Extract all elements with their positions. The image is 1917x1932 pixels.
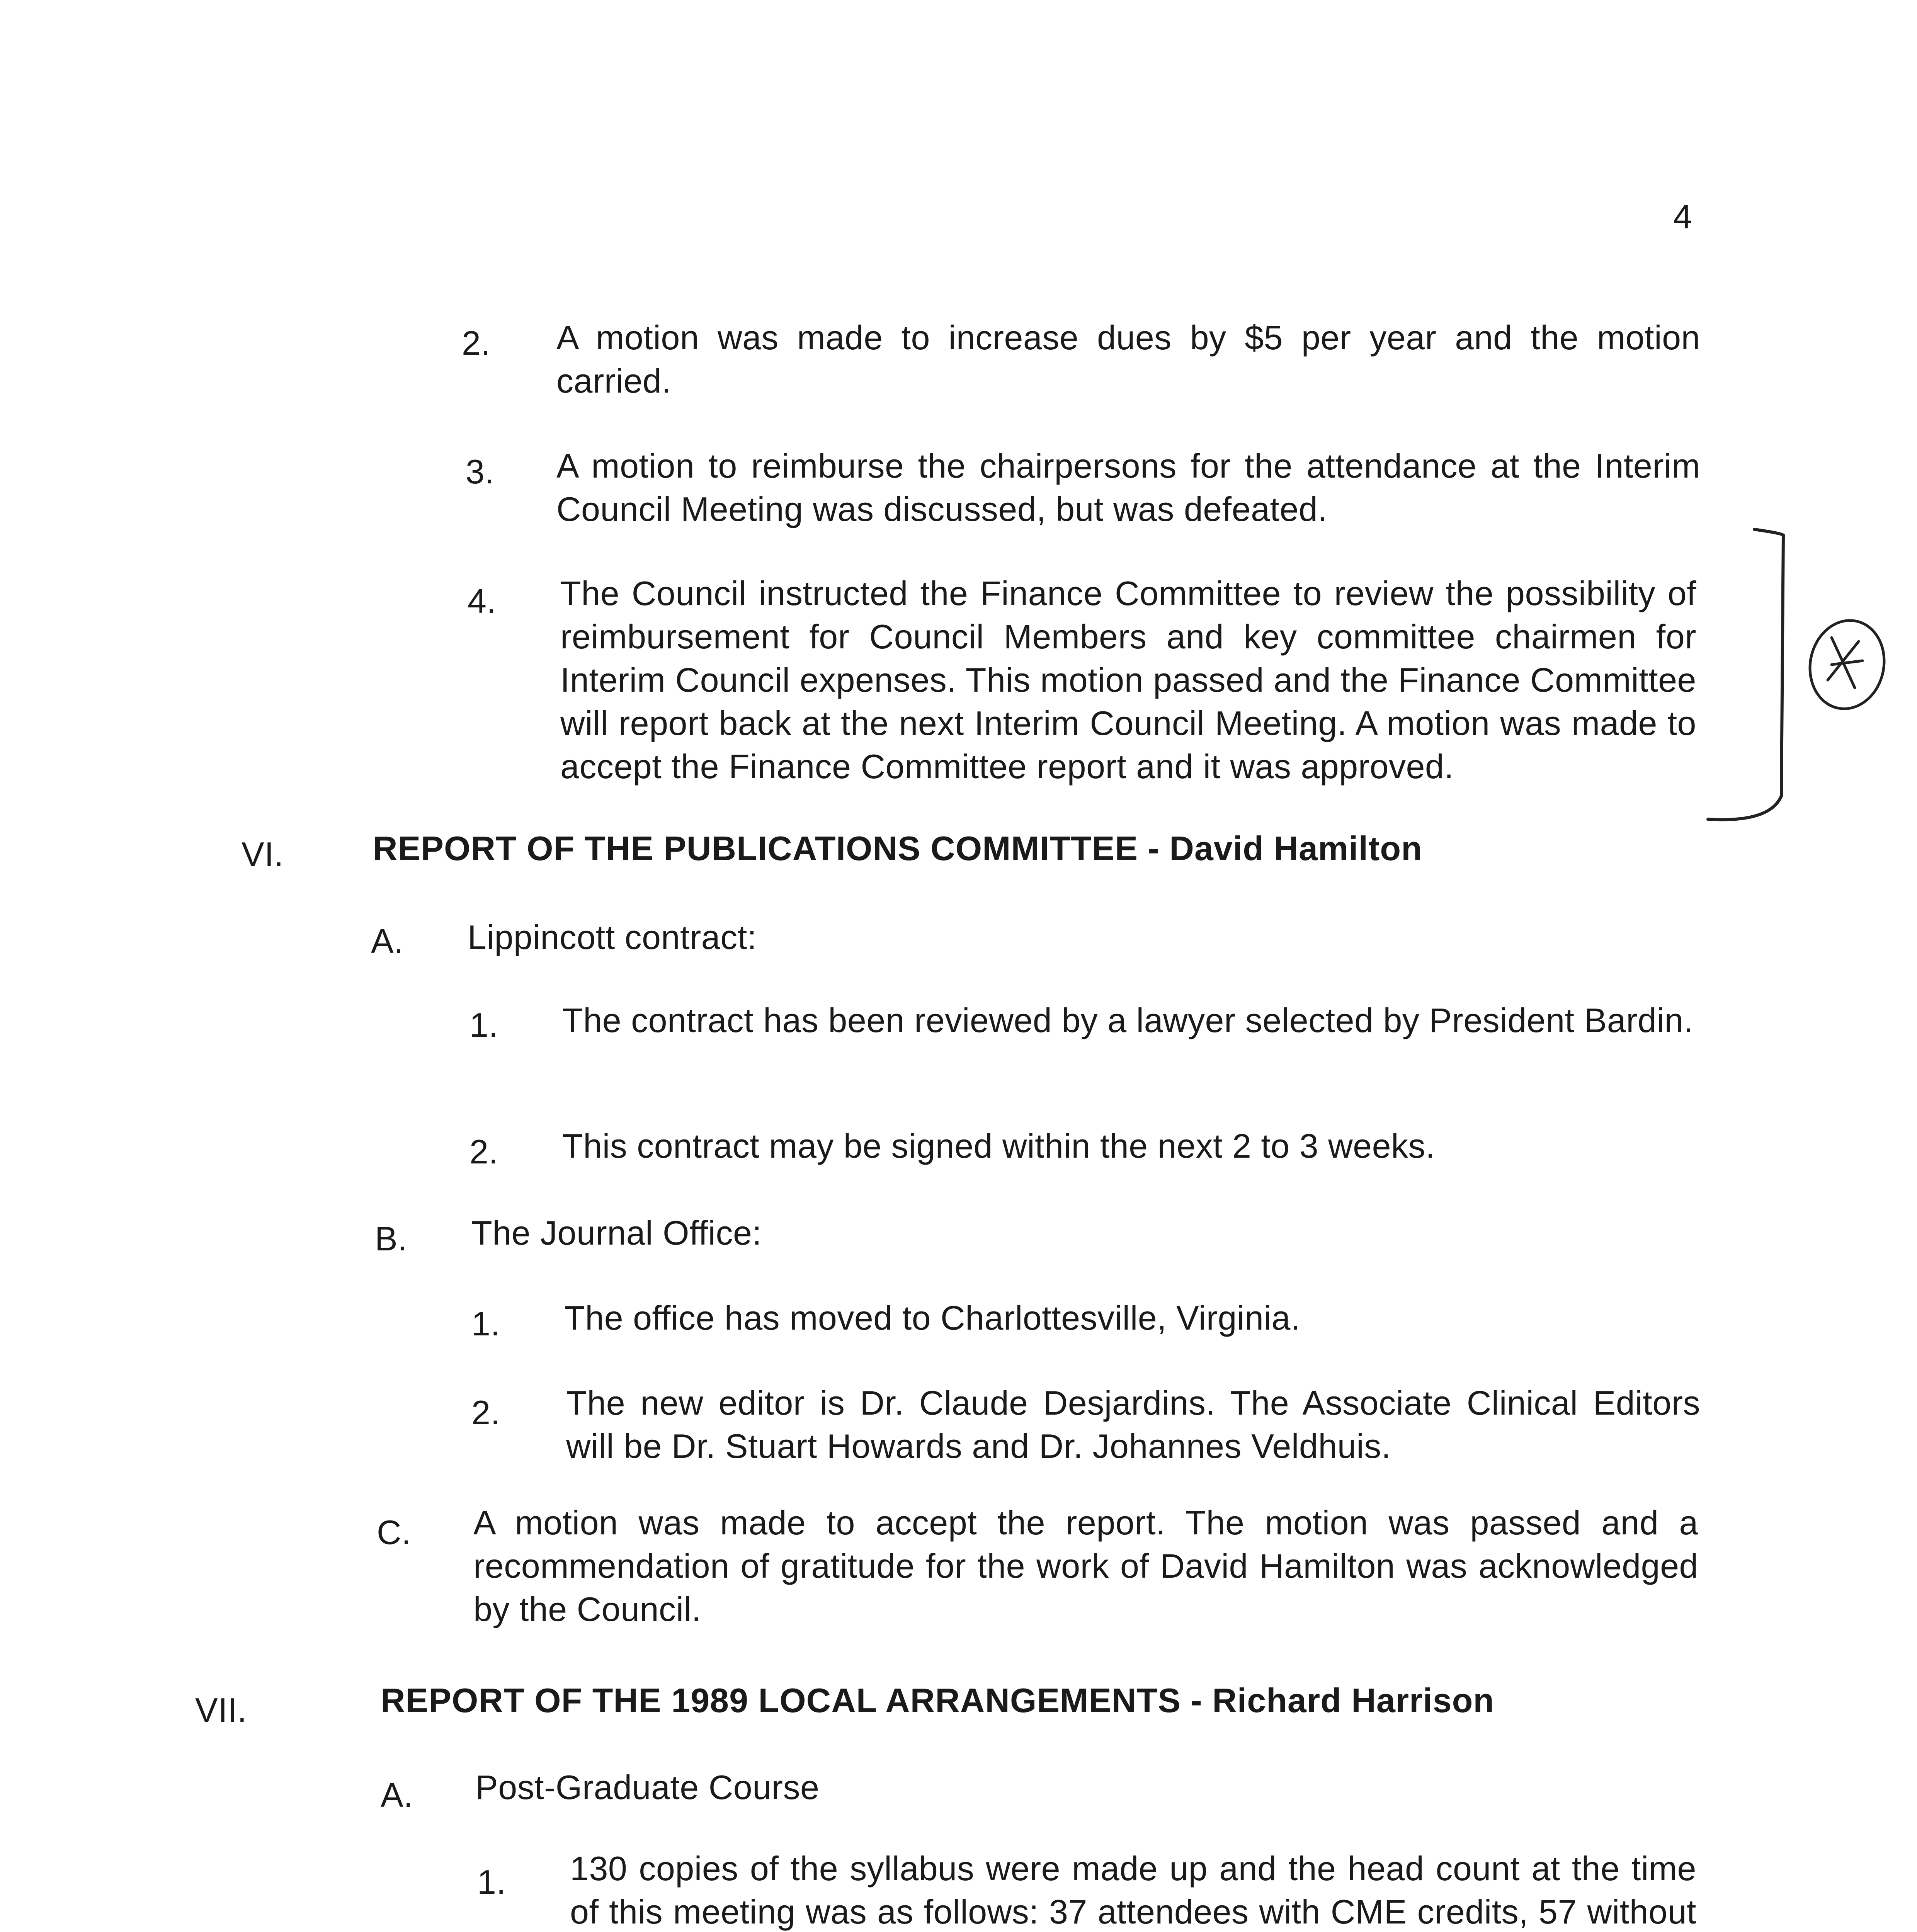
item-text: The office has moved to Charlottesville, Virginia. <box>564 1299 1300 1337</box>
subsection-text: A motion was made to accept the report. The motion was passed and a recommendation of gratitude for the work of David Hamilton was acknowledged by the Council. <box>473 1503 1698 1628</box>
section-number: VI. <box>242 835 284 873</box>
section-number: VII. <box>195 1691 247 1729</box>
page-number: 4 <box>1673 197 1692 236</box>
item-text: The Council instructed the Finance Committee to review the possibility of reimbursement for Council Members and key committee chairmen for Interim Council expenses. This motion passed and the Finance Committee will report back at the next Interim Council Meeting. A motion was made to accept the Finance Committee report and it was approved. <box>560 574 1696 786</box>
item-text: This contract may be signed within the next 2 to 3 weeks. <box>562 1127 1435 1165</box>
margin-bracket-annotation <box>1692 518 1893 827</box>
subsection-letter: A. <box>371 922 404 960</box>
item-text: A motion to reimburse the chairpersons for the attendance at the Interim Council Meeting was discussed, but was defeated. <box>556 447 1700 528</box>
section-title: REPORT OF THE 1989 LOCAL ARRANGEMENTS - Richard Harrison <box>381 1681 1495 1719</box>
item-number: 2. <box>462 324 491 362</box>
subsection-letter: A. <box>381 1776 413 1814</box>
item-text: 130 copies of the syllabus were made up and the head count at the time of this meeting was as follows: 37 attendees with CME credits, 57 without <box>570 1849 1696 1931</box>
subsection-letter: C. <box>377 1513 411 1551</box>
item-text: The new editor is Dr. Claude Desjardins. The Associate Clinical Editors will be Dr. Stuart Howards and Dr. Johannes Veldhuis. <box>566 1384 1700 1465</box>
item-number: 4. <box>468 582 497 620</box>
item-text: A motion was made to increase dues by $5 per year and the motion carried. <box>556 318 1700 400</box>
item-text: The contract has been reviewed by a lawyer selected by President Bardin. <box>562 1001 1693 1039</box>
item-number: 1. <box>471 1304 500 1343</box>
section-title: REPORT OF THE PUBLICATIONS COMMITTEE - David Hamilton <box>373 829 1422 867</box>
item-number: 3. <box>466 452 495 491</box>
subsection-label: The Journal Office: <box>471 1214 762 1252</box>
item-number: 2. <box>471 1393 500 1432</box>
subsection-label: Post-Graduate Course <box>475 1768 820 1806</box>
item-number: 1. <box>469 1006 498 1044</box>
subsection-label: Lippincott contract: <box>468 918 757 956</box>
item-number: 1. <box>477 1863 506 1901</box>
item-number: 2. <box>469 1133 498 1171</box>
subsection-letter: B. <box>375 1219 408 1258</box>
